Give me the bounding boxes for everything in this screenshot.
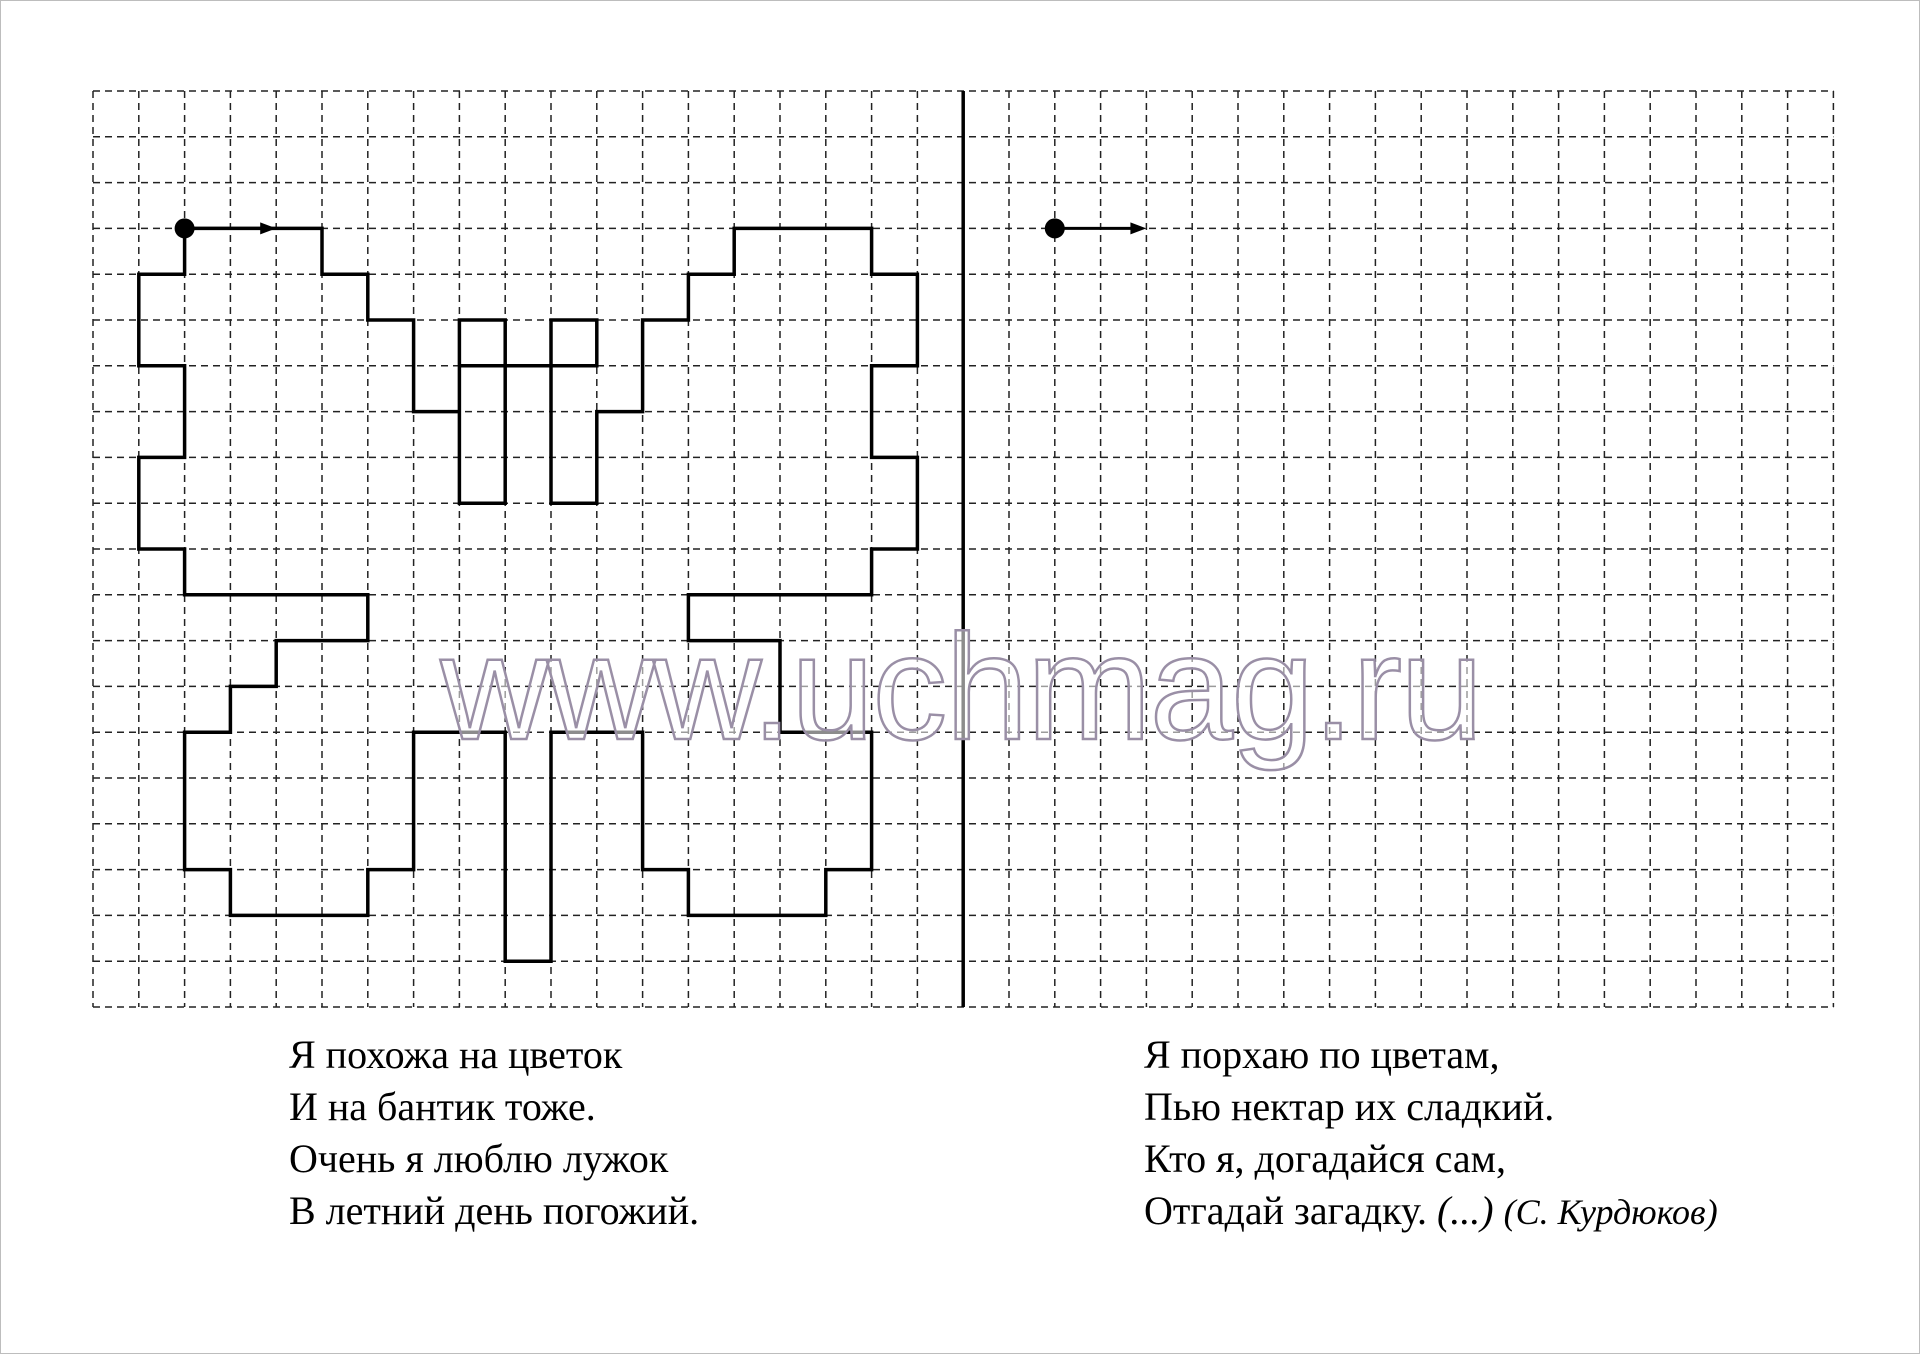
- poem-author: (С. Курдюков): [1503, 1192, 1718, 1232]
- poem-left-line-2: И на бантик тоже.: [289, 1084, 596, 1129]
- poem-right-line-4: [1144, 1185, 1718, 1238]
- left-start-arrow-icon: [260, 222, 276, 234]
- riddle-answer-placeholder: (...): [1436, 1188, 1494, 1233]
- poem-right-last-line: Отгадай загадку.: [1144, 1188, 1427, 1233]
- poem-left-line-3: Очень я люблю лужок: [289, 1136, 669, 1181]
- poem-left-line-1: Я похожа на цветок: [289, 1032, 623, 1077]
- watermark-text: www.uchmag.ru: [440, 603, 1482, 771]
- poem-right-line-2: Пью нектар их сладкий.: [1144, 1084, 1555, 1129]
- poem-right-line-1: Я порхаю по цветам,: [1144, 1032, 1500, 1077]
- riddle-poem-left: [289, 1029, 699, 1237]
- riddle-poem-right: [1144, 1029, 1718, 1238]
- poem-left-line-4: В летний день погожий.: [289, 1188, 700, 1233]
- poem-right-line-3: Кто я, догадайся сам,: [1144, 1136, 1506, 1181]
- right-start-arrow-icon: [1130, 222, 1146, 234]
